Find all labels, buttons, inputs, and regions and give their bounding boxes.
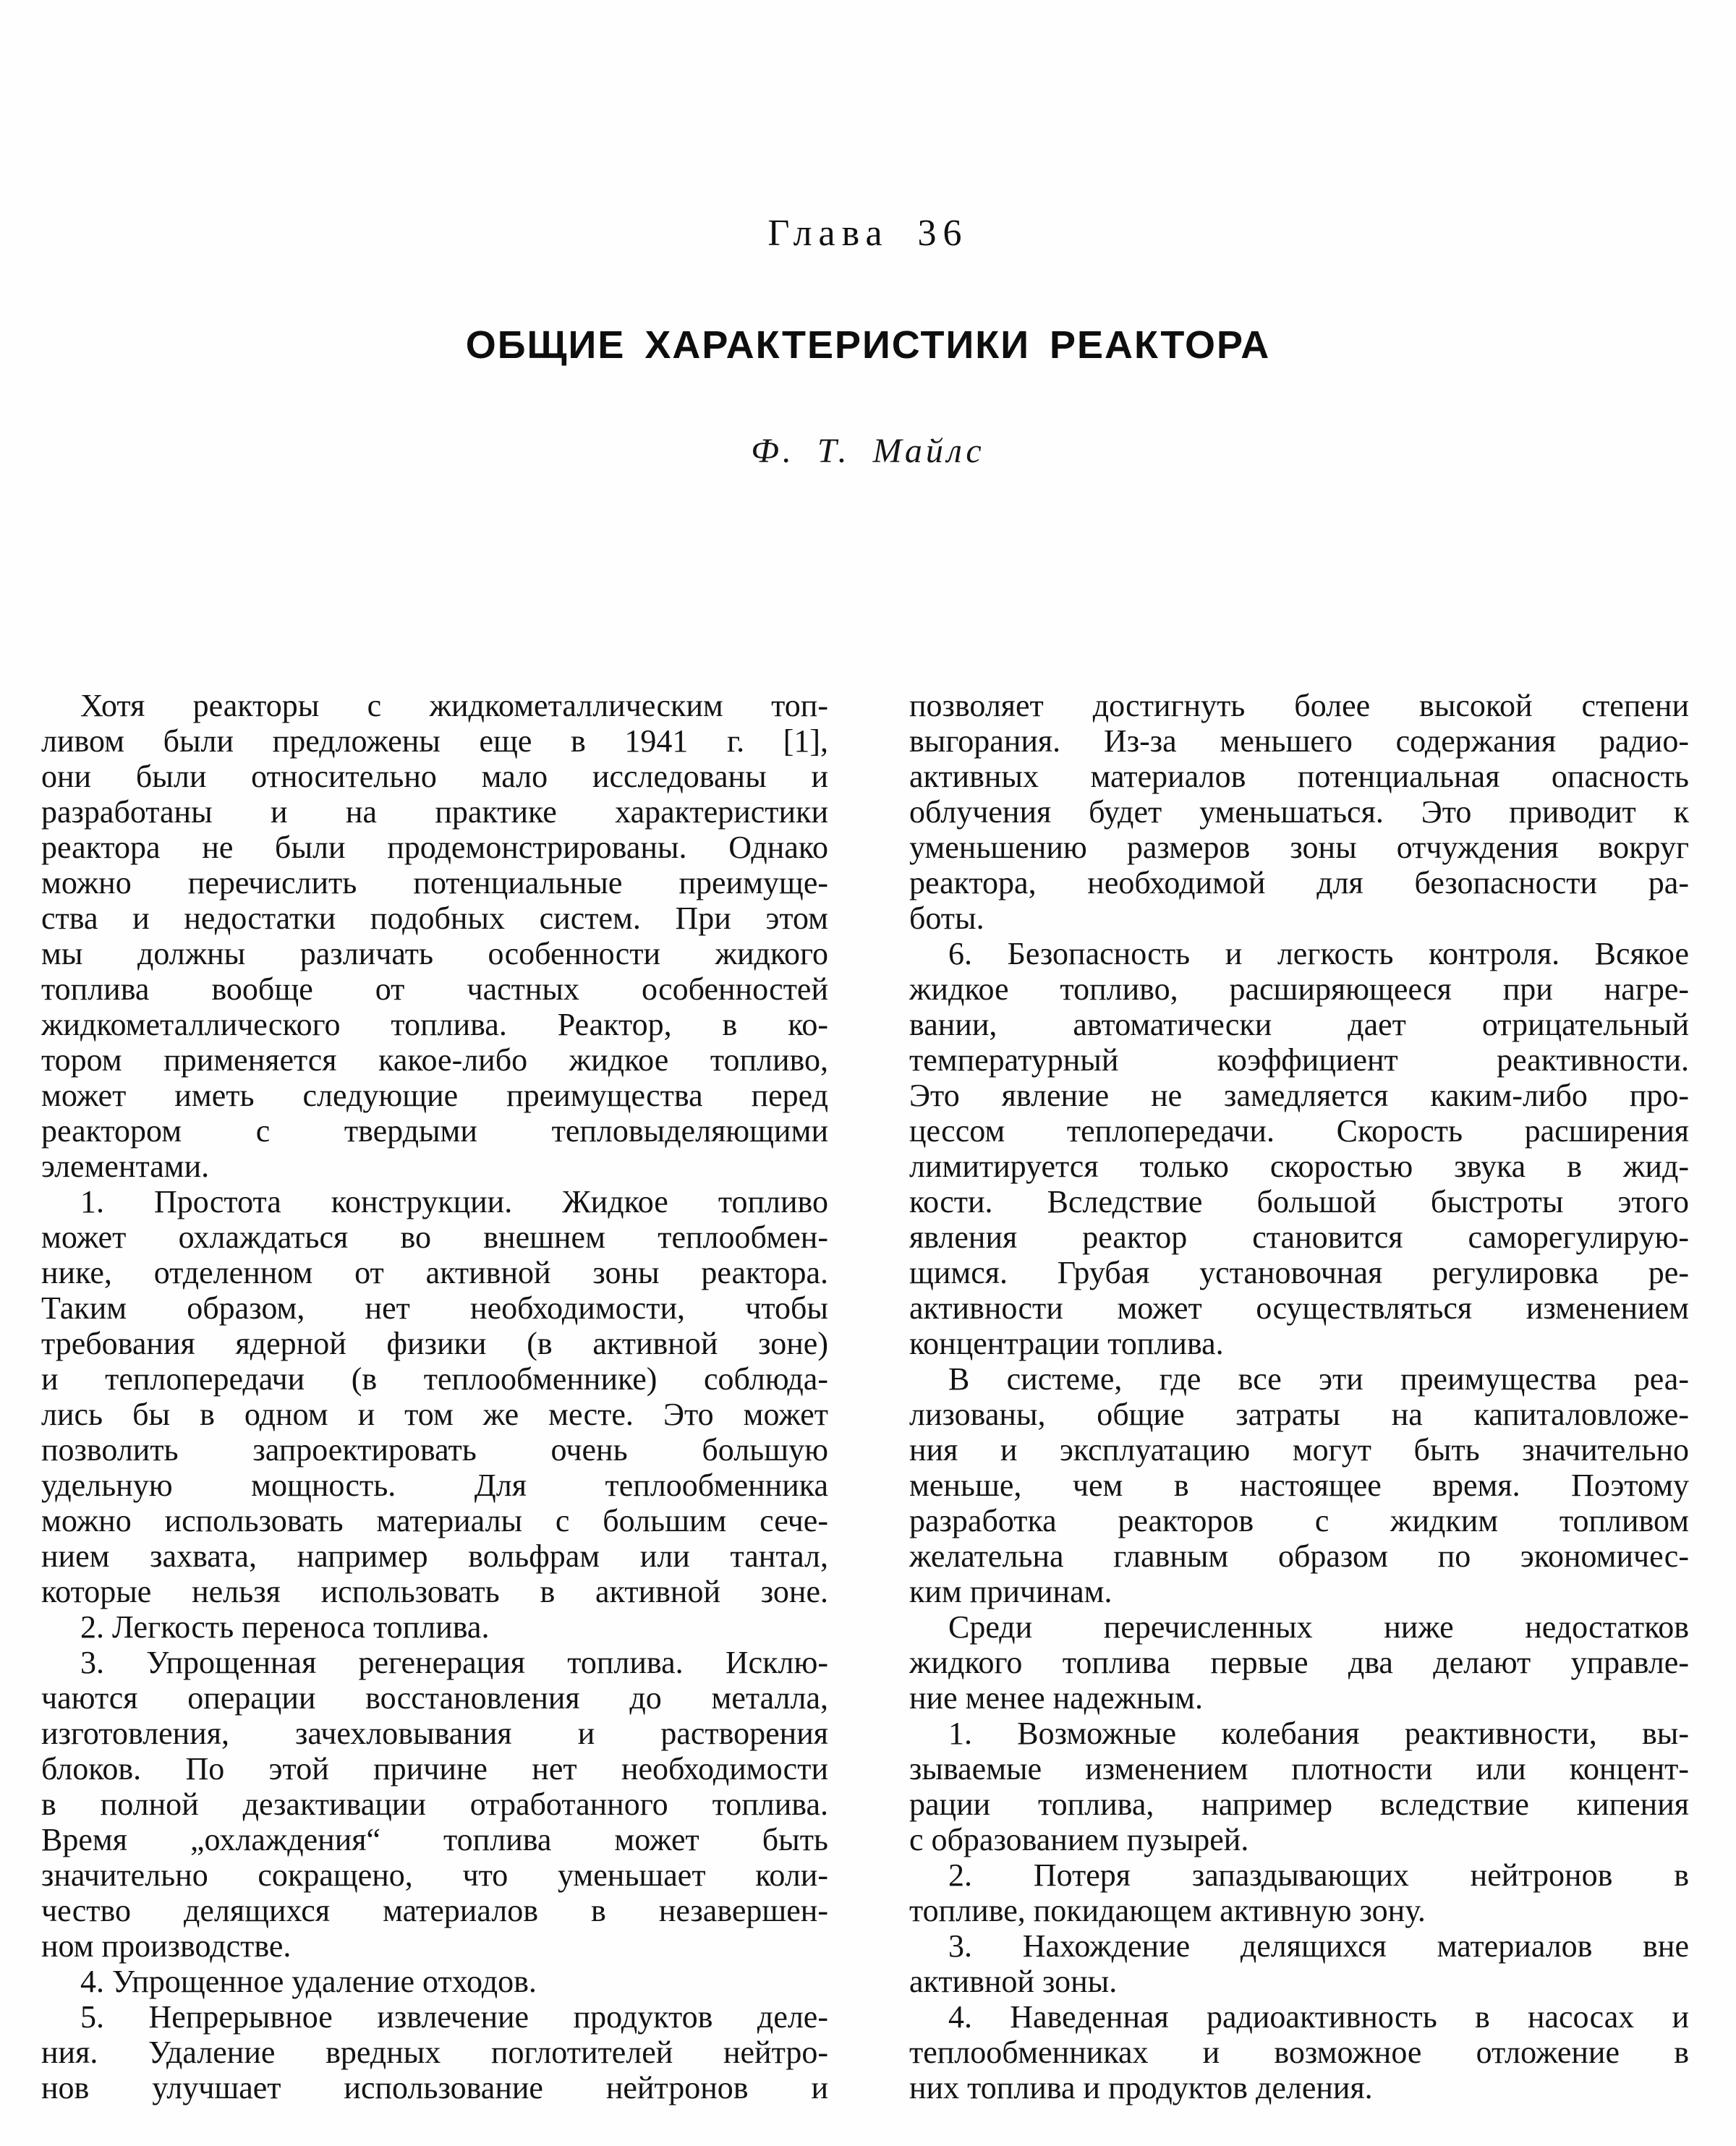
text-line: 6. Безопасность и легкость контроля. Всякое	[948, 936, 1689, 971]
text-line: разработка реакторов с жидким топливом	[909, 1503, 1689, 1538]
text-line: концентрации топлива.	[909, 1326, 1224, 1361]
text-line: 5. Непрерывное извлечение продуктов деле-	[80, 1999, 828, 2035]
text-line: ливом были предложены еще в 1941 г. [1],	[41, 723, 828, 759]
text-line: в полной дезактивации отработанного топлива.	[41, 1787, 828, 1822]
text-line: активных материалов потенциальная опасность	[909, 759, 1689, 794]
author-name: Ф. Т. Майлс	[751, 432, 985, 470]
text-line: тором применяется какое-либо жидкое топливо,	[41, 1042, 828, 1078]
text-line: которые нельзя использовать в активной зоне.	[41, 1574, 828, 1609]
text-line: лизованы, общие затраты на капиталовложе-	[909, 1397, 1689, 1432]
text-line: 3. Нахождение делящихся материалов вне	[948, 1928, 1689, 1964]
text-line: 1. Возможные колебания реактивности, вы-	[948, 1716, 1689, 1751]
text-line: ния и эксплуатацию могут быть значительно	[909, 1432, 1689, 1468]
text-line: лись бы в одном и том же месте. Это может	[41, 1397, 828, 1432]
text-line: реактора не были продемонстрированы. Однако	[41, 830, 828, 865]
text-line: разработаны и на практике характеристики	[41, 794, 828, 830]
text-line: 4. Наведенная радиоактивность в насосах и	[948, 1999, 1689, 2035]
text-line: блоков. По этой причине нет необходимости	[41, 1751, 828, 1787]
text-line: можно использовать материалы с большим сече-	[41, 1503, 828, 1538]
text-line: изготовления, зачехловывания и растворения	[41, 1716, 828, 1751]
text-line: 2. Потеря запаздывающих нейтронов в	[948, 1857, 1689, 1893]
text-line: нием захвата, например вольфрам или тантал,	[41, 1538, 828, 1574]
text-line: жидкое топливо, расширяющееся при нагре-	[909, 971, 1689, 1007]
text-line: 2. Легкость переноса топлива.	[80, 1609, 490, 1645]
text-line: боты.	[909, 900, 984, 936]
text-line: температурный коэффициент реактивности.	[909, 1042, 1689, 1078]
text-line: лимитируется только скоростью звука в жид-	[909, 1149, 1689, 1184]
text-line: щимся. Грубая установочная регулировка ре-	[909, 1255, 1689, 1290]
text-line: значительно сокращено, что уменьшает коли-	[41, 1857, 828, 1893]
left-column	[41, 688, 828, 2105]
text-line: Хотя реакторы с жидкометаллическим топ-	[80, 688, 828, 723]
text-line: позволить запроектировать очень большую	[41, 1432, 828, 1468]
text-line: В системе, где все эти преимущества реа-	[948, 1361, 1689, 1397]
text-line: Среди перечисленных ниже недостатков	[948, 1609, 1689, 1645]
chapter-label: Глава 36	[767, 213, 969, 254]
text-line: позволяет достигнуть более высокой степени	[909, 688, 1689, 723]
text-line: ства и недостатки подобных систем. При этом	[41, 900, 828, 936]
page-title: ОБЩИЕ ХАРАКТЕРИСТИКИ РЕАКТОРА	[465, 323, 1271, 367]
text-line: топлива вообще от частных особенностей	[41, 971, 828, 1007]
text-line: чество делящихся материалов в незавершен-	[41, 1893, 828, 1928]
text-line: они были относительно мало исследованы и	[41, 759, 828, 794]
text-line: Таким образом, нет необходимости, чтобы	[41, 1290, 828, 1326]
text-line: реактора, необходимой для безопасности ра-	[909, 865, 1689, 900]
text-line: рации топлива, например вследствие кипения	[909, 1787, 1689, 1822]
text-line: жидкометаллического топлива. Реактор, в ко-	[41, 1007, 828, 1042]
text-line: активности может осуществляться изменением	[909, 1290, 1689, 1326]
text-line: требования ядерной физики (в активной зоне)	[41, 1326, 828, 1361]
text-line: мы должны различать особенности жидкого	[41, 936, 828, 971]
text-line: с образованием пузырей.	[909, 1822, 1249, 1857]
text-line: зываемые изменением плотности или концент-	[909, 1751, 1689, 1787]
text-line: ким причинам.	[909, 1574, 1112, 1609]
text-line: может охлаждаться во внешнем теплообмен-	[41, 1219, 828, 1255]
text-line: 3. Упрощенная регенерация топлива. Исклю-	[80, 1645, 828, 1680]
text-line: цессом теплопередачи. Скорость расширения	[909, 1113, 1689, 1149]
text-line: облучения будет уменьшаться. Это приводит к	[909, 794, 1689, 830]
text-line: нов улучшает использование нейтронов и	[41, 2070, 828, 2105]
text-line: элементами.	[41, 1149, 210, 1184]
text-line: выгорания. Из-за меньшего содержания радио-	[909, 723, 1689, 759]
text-line: желательна главным образом по экономичес-	[909, 1538, 1689, 1574]
text-line: уменьшению размеров зоны отчуждения вокруг	[909, 830, 1689, 865]
text-line: нике, отделенном от активной зоны реактора.	[41, 1255, 828, 1290]
text-line: 4. Упрощенное удаление отходов.	[80, 1964, 537, 1999]
text-line: топливе, покидающем активную зону.	[909, 1893, 1426, 1928]
text-line: теплообменниках и возможное отложение в	[909, 2035, 1689, 2070]
text-line: кости. Вследствие большой быстроты этого	[909, 1184, 1689, 1219]
text-line: меньше, чем в настоящее время. Поэтому	[909, 1468, 1689, 1503]
text-line: может иметь следующие преимущества перед	[41, 1078, 828, 1113]
text-line: чаются операции восстановления до металла,	[41, 1680, 828, 1716]
text-line: активной зоны.	[909, 1964, 1118, 1999]
text-line: реактором с твердыми тепловыделяющими	[41, 1113, 828, 1149]
right-column	[909, 688, 1689, 2105]
text-line: ние менее надежным.	[909, 1680, 1203, 1716]
text-line: вании, автоматически дает отрицательный	[909, 1007, 1689, 1042]
text-line: ния. Удаление вредных поглотителей нейтро-	[41, 2035, 828, 2070]
text-line: можно перечислить потенциальные преимуще-	[41, 865, 828, 900]
text-line: них топлива и продуктов деления.	[909, 2070, 1373, 2105]
text-line: явления реактор становится саморегулирую-	[909, 1219, 1689, 1255]
text-line: жидкого топлива первые два делают управле-	[909, 1645, 1689, 1680]
text-line: и теплопередачи (в теплообменнике) соблюда-	[41, 1361, 828, 1397]
text-line: Это явление не замедляется каким-либо про-	[909, 1078, 1689, 1113]
text-line: 1. Простота конструкции. Жидкое топливо	[80, 1184, 828, 1219]
text-line: Время „охлаждения“ топлива может быть	[41, 1822, 828, 1857]
text-line: ном производстве.	[41, 1928, 292, 1964]
text-line: удельную мощность. Для теплообменника	[41, 1468, 828, 1503]
